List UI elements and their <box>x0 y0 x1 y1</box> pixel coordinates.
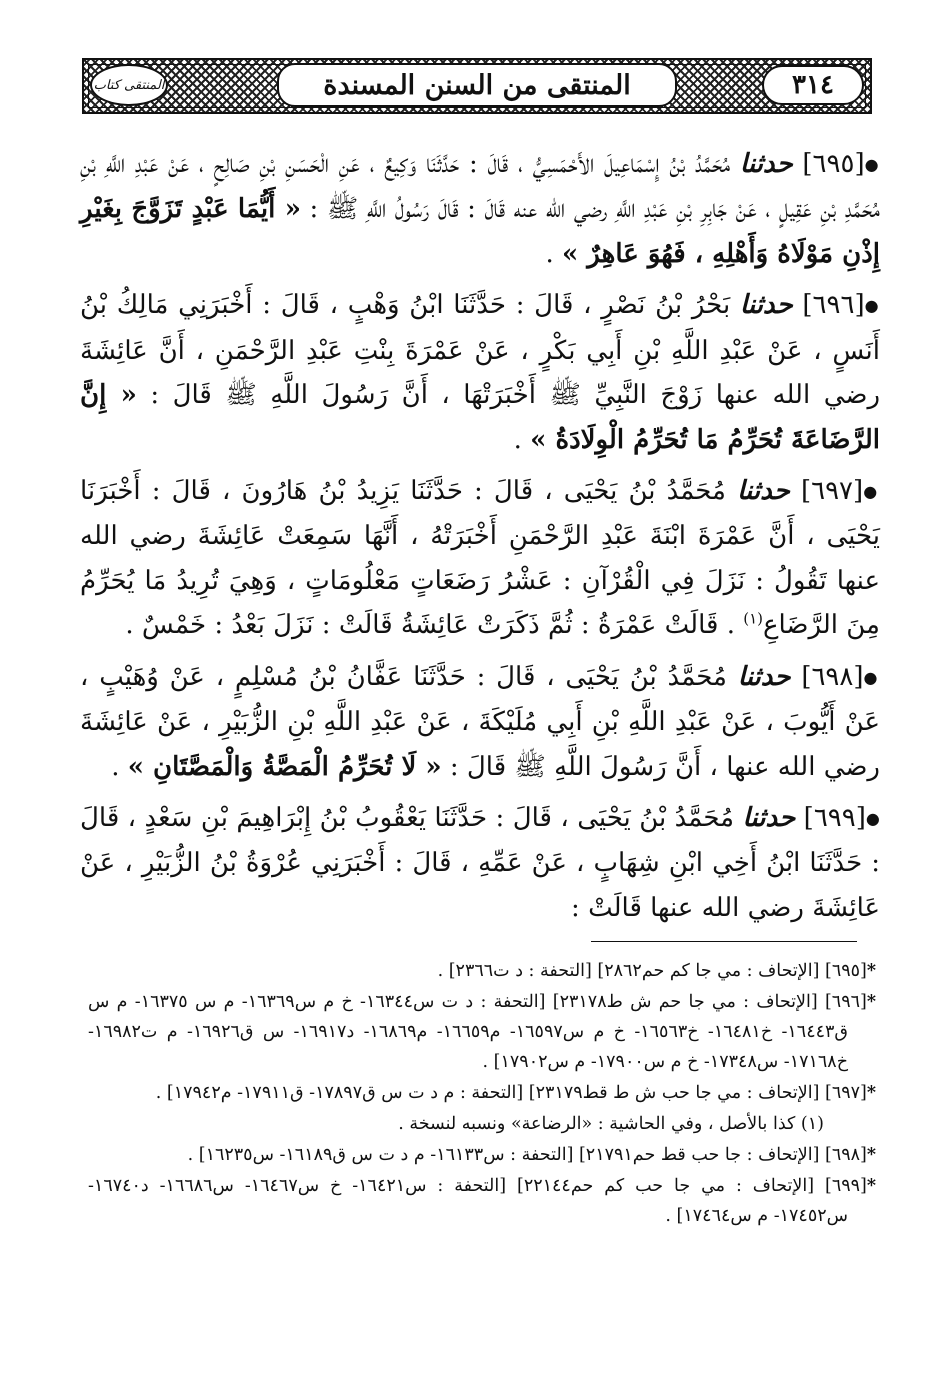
hadith-opener: حدثنا <box>737 661 791 692</box>
hadith-695 <box>80 142 880 276</box>
bullet-icon: ● <box>863 667 881 687</box>
hadith-699 <box>80 796 880 930</box>
book-emblem-text: المنتقى كتاب <box>93 77 165 93</box>
bullet-icon: ● <box>863 481 881 501</box>
star-icon: * <box>866 1176 877 1196</box>
hadith-tail: . <box>545 238 562 269</box>
book-title-text: المنتقى من السنن المسندة <box>323 69 631 101</box>
hadith-opener: حدثنا <box>737 476 790 506</box>
hadith-tail: . <box>111 751 128 782</box>
hadith-tail: . <box>513 424 531 455</box>
footnote-text: [٦٩٩] [الإتحاف : مي جا حب كم حم٢٢١٤٤] [التحفة : س١٦٤٢١- خ س١٦٤٦٧- س١٦٦٨٦- د١٦٧٤٠- س١٧٤٥٢- م س١٧٤٦٤] . <box>88 1176 867 1226</box>
footnote-mark: (١) <box>743 609 763 628</box>
book-title <box>277 63 677 107</box>
footnote-696 <box>88 987 876 1077</box>
hadith-number: [٦٩٥] <box>802 149 865 179</box>
hadith-number: [٦٩٩] <box>803 803 866 833</box>
bullet-icon: ● <box>864 296 881 315</box>
footnote-text: (١) كذا بالأصل ، وفي الحاشية : «الرضاعة» ونسبه لنسخة . <box>398 1114 824 1134</box>
hadith-696 <box>80 283 880 462</box>
star-icon: * <box>866 1145 876 1165</box>
footnote-697 <box>88 1078 876 1108</box>
hadith-number: [٦٩٦] <box>802 290 865 321</box>
footnote-698 <box>88 1140 876 1170</box>
hadith-number: [٦٩٨] <box>801 661 864 692</box>
hadith-opener: حدثنا <box>739 149 793 179</box>
prophet-quote: « لَا تُحَرِّمُ الْمَصَّةُ وَالْمَصَّتَانِ » <box>127 751 442 782</box>
prophet-quote: « إِنَّ الرَّضَاعَةَ تُحَرِّمُ مَا تُحَرِّمُ الْوِلَادَةُ » <box>80 380 880 455</box>
bullet-icon: ● <box>864 154 881 174</box>
star-icon: * <box>866 992 876 1012</box>
footnotes <box>88 956 876 1231</box>
main-text <box>80 142 880 930</box>
footnote-text: [٦٩٥] [الإتحاف : مي جا كم حم٢٨٦٢] [التحفة : د ت٢٣٦٦] . <box>437 961 867 981</box>
page-number-text: ٣١٤ <box>792 70 834 100</box>
hadith-body-continued: . قَالَتْ عَمْرَةُ : ثُمَّ ذَكَرَتْ عَائِشَةُ قَالَتْ : نَزَلَ بَعْدُ : خَمْسٌ . <box>125 610 744 641</box>
footnote-divider <box>591 941 857 942</box>
hadith-body: مُحَمَّدُ بْنُ يَحْيَى ، قَالَ : حَدَّثَنَا يَعْقُوبُ بْنُ إِبْرَاهِيمَ بْنِ سَعْدٍ ، قَالَ : حَدَّثَنَا ابْنُ أَخِي ابْنِ شِهَابٍ ، عَنْ عَمِّهِ ، قَالَ : أَخْبَرَنِي عُرْوَةُ بْنُ الزُّبَيْرِ ، عَنْ عَائِشَةَ رضي الله عنها قَالَتْ : <box>80 803 880 923</box>
hadith-698 <box>80 655 880 789</box>
book-emblem <box>90 64 168 106</box>
footnote-note-1 <box>88 1109 876 1139</box>
hadith-body: مُحَمَّدُ بْنُ إِسْمَاعِيلَ الأَحْمَسِيُّ ، قَالَ : حَدَّثَنَا وَكِيعٌ ، عَنِ الْحَسَنِ بْنِ صَالِحٍ ، عَنْ عَبْدِ اللَّهِ بْنِ مُحَمَّدِ بْنِ عَقِيلٍ ، عَنْ جَابِرِ بْنِ عَبْدِ اللَّهِ رضي الله عنه قَالَ : قَالَ رَسُولُ اللَّهِ ﷺ : <box>80 149 880 225</box>
prophet-quote: « أَيُّمَا عَبْدٍ تَزَوَّجَ بِغَيْرِ إِذْنِ مَوْلَاهُ وَأَهْلِهِ ، فَهُوَ عَاهِرٌ » <box>80 194 880 269</box>
footnote-699 <box>88 1171 876 1231</box>
hadith-697 <box>80 469 880 648</box>
star-icon: * <box>866 1083 876 1103</box>
hadith-body: مُحَمَّدُ بْنُ يَحْيَى ، قَالَ : حَدَّثَنَا يَزِيدُ بْنُ هَارُونَ ، قَالَ : أَخْبَرَنَا يَحْيَى ، أَنَّ عَمْرَةَ ابْنَةَ عَبْدِ الرَّحْمَنِ أَخْبَرَتْهُ ، أَنَّهَا سَمِعَتْ عَائِشَةَ رضي الله عنها تَقُولُ : نَزَلَ فِي الْقُرْآنِ : عَشْرُ رَضَعَاتٍ مَعْلُومَاتٍ ، وَهِيَ تُرِيدُ مَا يُحَرِّمُ مِنَ الرَّضَاعِ <box>80 476 880 641</box>
hadith-opener: حدثنا <box>742 803 796 833</box>
star-icon: * <box>866 961 876 981</box>
footnote-text: [٦٩٦] [الإتحاف : مي جا حم ش ط٢٣١٧٨] [التحفة : د ت س١٦٣٤٤- خ م س١٦٣٦٩- م س ١٦٣٧٥- م س ق١٦٤٤٣- خ١٦٤٨١- خ١٦٥٦٣- خ م س١٦٥٩٧- م١٦٦٥٩- م١٦٨٦٩- د١٦٩١٧- س ق١٦٩٢٦- م ت١٦٩٨٢- خ١٧١٦٨- س١٧٣٤٨- خ م س١٧٩٠٠- م س١٧٩٠٢] . <box>88 992 867 1072</box>
bullet-icon: ● <box>865 808 881 828</box>
page-number <box>762 65 864 105</box>
page-header <box>82 58 872 114</box>
footnote-text: [٦٩٨] [الإتحاف : جا حب قط حم٢١٧٩١] [التحفة : س١٦١٣٣- م د ت س ق١٦١٨٩- س١٦٢٣٥] . <box>187 1145 867 1165</box>
hadith-body: مُحَمَّدُ بْنُ يَحْيَى ، قَالَ : حَدَّثَنَا عَفَّانُ بْنُ مُسْلِمٍ ، عَنْ وُهَيْبٍ ، عَنْ أَيُّوبَ ، عَنْ عَبْدِ اللَّهِ بْنِ أَبِي مُلَيْكَةَ ، عَنْ عَبْدِ اللَّهِ بْنِ الزُّبَيْرِ ، عَنْ عَائِشَةَ رضي الله عنها ، أَنَّ رَسُولَ اللَّهِ ﷺ قَالَ : <box>80 661 880 782</box>
footnote-695 <box>88 956 876 986</box>
hadith-number: [٦٩٧] <box>800 476 864 506</box>
footnote-text: [٦٩٧] [الإتحاف : مي جا حب ش ط قط٢٣١٧٩] [التحفة : م د ت س ق١٧٨٩٧- ق١٧٩١١- م١٧٩٤٢] . <box>155 1083 867 1103</box>
hadith-opener: حدثنا <box>739 290 793 321</box>
hadith-body: بَحْرُ بْنُ نَصْرٍ ، قَالَ : حَدَّثَنَا ابْنُ وَهْبٍ ، قَالَ : أَخْبَرَنِي مَالِكُ بْنُ أَنَسٍ ، عَنْ عَبْدِ اللَّهِ بْنِ أَبِي بَكْرٍ ، عَنْ عَمْرَةَ بِنْتِ عَبْدِ الرَّحْمَنِ ، أَنَّ عَائِشَةَ رضي الله عنها زَوْجَ النَّبِيِّ ﷺ أَخْبَرَتْهَا ، أَنَّ رَسُولَ اللَّهِ ﷺ قَالَ : <box>80 290 880 410</box>
